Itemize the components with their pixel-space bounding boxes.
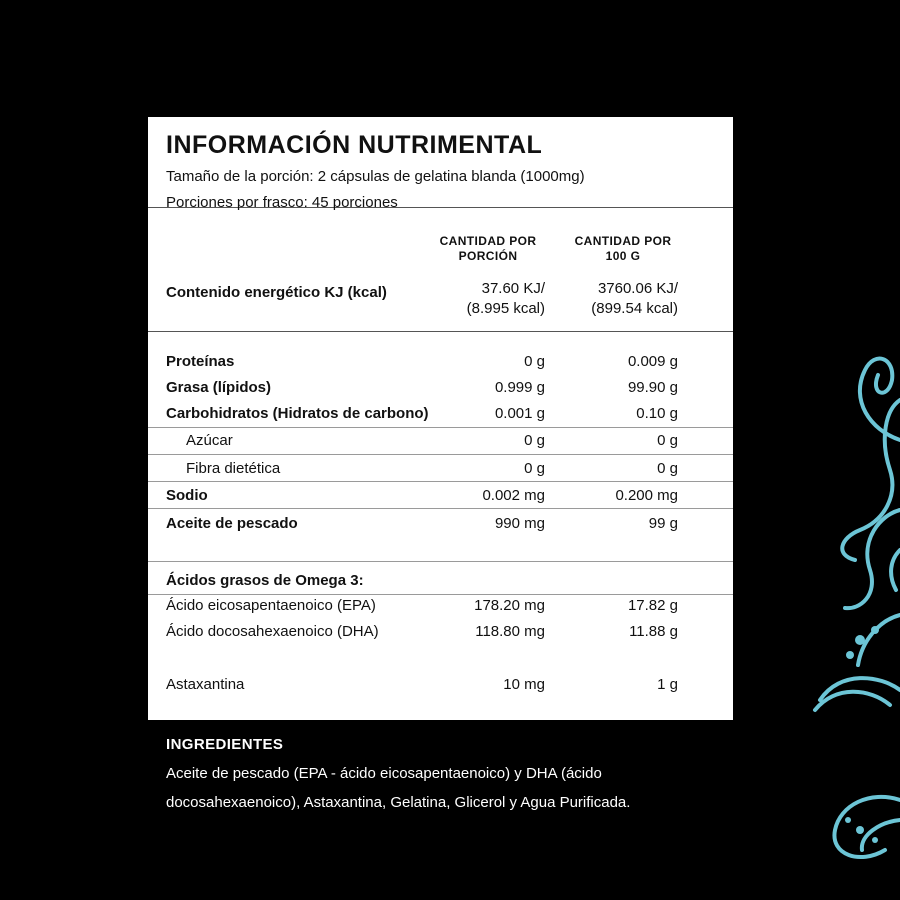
divider [148, 427, 733, 428]
energy-per-100g [591, 279, 678, 319]
ingredients-section [166, 736, 766, 817]
nutrient-label: Sodio [166, 487, 208, 504]
column-header-line: CANTIDAD POR [439, 234, 537, 248]
column-header-line: CANTIDAD POR [574, 234, 672, 248]
divider [148, 331, 733, 332]
ingredients-line: Aceite de pescado (EPA - ácido eicosapentaenoico) y DHA (ácido [166, 765, 602, 782]
panel-title: INFORMACIÓN NUTRIMENTAL [166, 131, 543, 159]
energy-value-line: 37.60 KJ/ [481, 280, 545, 297]
column-header-line: PORCIÓN [458, 249, 518, 263]
tentacle-lower [862, 820, 900, 850]
servings-per-container: Porciones por frasco: 45 porciones [166, 194, 398, 211]
nutrient-per-100g: 0.200 mg [615, 487, 678, 504]
tentacle-lower [834, 797, 900, 857]
energy-per-serving [467, 279, 545, 319]
omega-label: Ácido docosahexaenoico (DHA) [166, 623, 379, 640]
divider [148, 508, 733, 509]
ingredients-heading: INGREDIENTES [166, 736, 284, 753]
nutrient-per-100g: 0.009 g [627, 353, 678, 370]
divider [148, 561, 733, 562]
omega-per-100g: 11.88 g [629, 623, 678, 640]
nutrient-label: Carbohidratos (Hidratos de carbono) [166, 405, 429, 422]
astaxanthin-label: Astaxantina [166, 676, 245, 693]
nutrient-per-100g: 0 g [657, 460, 678, 477]
divider [148, 481, 733, 482]
nutrient-label: Fibra dietética [186, 460, 281, 477]
nutrient-per-100g: 99 g [648, 515, 678, 532]
sucker [855, 635, 865, 645]
nutrient-per-serving: 990 mg [494, 515, 545, 532]
nutrient-per-100g: 99.90 g [627, 379, 678, 396]
tentacle [891, 550, 900, 590]
omega-per-100g: 17.82 g [627, 597, 678, 614]
nutrient-label: Aceite de pescado [166, 515, 298, 532]
nutrition-facts-panel [148, 117, 733, 720]
energy-value-line: 3760.06 KJ/ [597, 280, 678, 297]
column-header-line: 100 G [605, 249, 641, 263]
omega-per-serving: 118.80 mg [475, 623, 545, 640]
omega-header: Ácidos grasos de Omega 3: [166, 572, 364, 589]
sucker [846, 651, 854, 659]
column-header-per-serving [430, 234, 546, 264]
sucker [856, 826, 864, 834]
sucker [871, 626, 879, 634]
sucker [845, 817, 851, 823]
astaxanthin-per-100g: 1 g [657, 676, 678, 693]
nutrient-per-serving: 0.002 mg [482, 487, 545, 504]
tentacle-curl [860, 359, 900, 440]
energy-value-line: (8.995 kcal) [466, 300, 545, 317]
column-header-per-100g [563, 234, 683, 264]
nutrient-per-100g: 0.10 g [636, 405, 678, 422]
astaxanthin-per-serving: 10 mg [503, 676, 545, 693]
nutrient-label: Grasa (lípidos) [166, 379, 272, 396]
omega-per-serving: 178.20 mg [474, 597, 545, 614]
omega-label: Ácido eicosapentaenoico (EPA) [166, 597, 376, 614]
divider [148, 594, 733, 595]
energy-value-line: (899.54 kcal) [591, 300, 678, 317]
sucker [872, 837, 878, 843]
ingredients-line: docosahexaenoico), Astaxantina, Gelatina, Glicerol y Agua Purificada. [166, 794, 631, 811]
nutrient-label: Azúcar [186, 432, 233, 449]
octopus-illustration [800, 340, 900, 880]
nutrient-per-serving: 0 g [524, 432, 545, 449]
nutrient-per-serving: 0 g [524, 353, 545, 370]
serving-size: Tamaño de la porción: 2 cápsulas de gelatina blanda (1000mg) [166, 168, 585, 185]
nutrient-per-serving: 0.999 g [494, 379, 545, 396]
divider [148, 454, 733, 455]
nutrient-per-serving: 0.001 g [494, 405, 545, 422]
panel-header [148, 117, 733, 211]
nutrient-label: Proteínas [166, 353, 235, 370]
nutrient-per-serving: 0 g [524, 460, 545, 477]
nutrient-per-100g: 0 g [657, 432, 678, 449]
energy-label: Contenido energético KJ (kcal) [166, 284, 387, 301]
